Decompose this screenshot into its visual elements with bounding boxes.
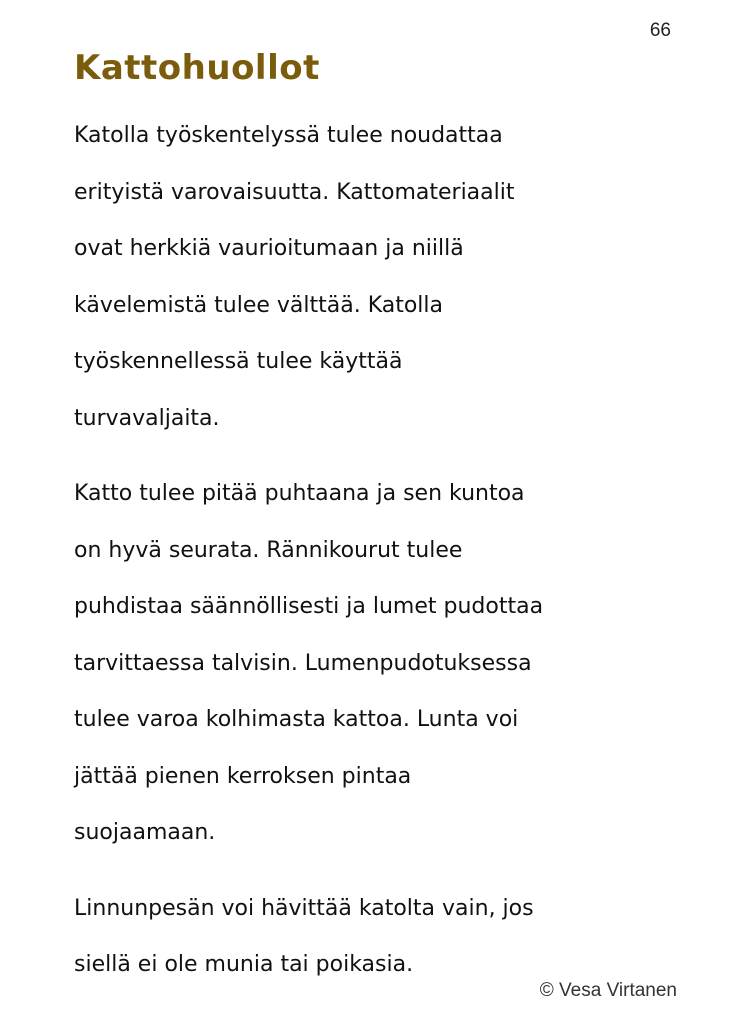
text-line: Katolla työskentelyssä tulee noudattaa	[74, 123, 503, 148]
text-line: siellä ei ole munia tai poikasia.	[74, 952, 414, 977]
text-line: erityistä varovaisuutta. Kattomateriaalit	[74, 179, 515, 205]
text-line: on hyvä seurata. Rännikourut tulee	[74, 537, 463, 563]
text-line: turvavaljaita.	[74, 405, 220, 431]
copyright-notice: © Vesa Virtanen	[539, 980, 677, 1001]
text-line: Katto tulee pitää puhtaana ja sen kuntoa	[74, 481, 525, 506]
paragraph-1	[74, 108, 694, 447]
paragraph-3	[74, 881, 694, 994]
text-line: puhdistaa säännöllisesti ja lumet pudottaa	[74, 594, 544, 619]
text-line: ovat herkkiä vaurioitumaan ja niillä	[74, 236, 464, 261]
page-number: 66	[649, 20, 671, 41]
page-title: Kattohuollot	[74, 48, 320, 88]
body-text	[74, 108, 694, 994]
text-line: työskennellessä tulee käyttää	[74, 349, 403, 374]
text-line: jättää pienen kerroksen pintaa	[74, 763, 412, 789]
text-line: tulee varoa kolhimasta kattoa. Lunta voi	[74, 707, 519, 732]
text-line: kävelemistä tulee välttää. Katolla	[74, 292, 444, 318]
text-line: Linnunpesän voi hävittää katolta vain, jos	[74, 895, 534, 921]
text-line: tarvittaessa talvisin. Lumenpudotuksessa	[74, 650, 532, 676]
paragraph-2	[74, 466, 694, 862]
text-line: suojaamaan.	[74, 820, 216, 845]
